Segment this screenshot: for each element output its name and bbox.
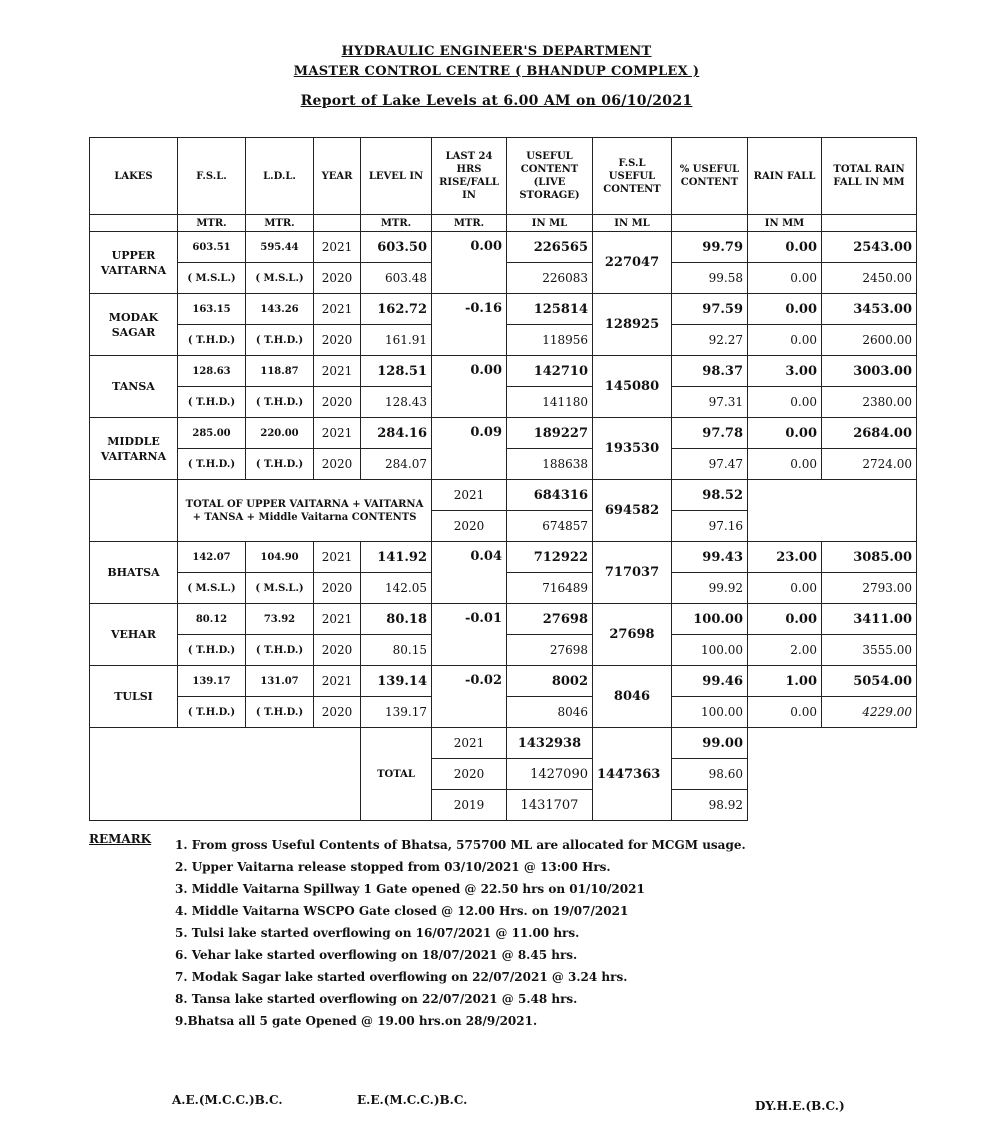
fsl-useful-content: 1447363: [593, 728, 672, 821]
fsl-useful-content: 27698: [593, 604, 672, 666]
year: 2020: [314, 635, 361, 666]
total-rain: 3411.00: [822, 604, 917, 635]
fsl-ref: ( T.H.D.): [178, 387, 246, 418]
total-rain-blank: [748, 728, 917, 821]
pct-useful: 98.92: [672, 790, 748, 821]
fsl-ref: ( T.H.D.): [178, 325, 246, 356]
pct-useful: 100.00: [672, 697, 748, 728]
unit-rain: IN MM: [748, 215, 822, 232]
useful-content: 188638: [507, 449, 593, 480]
year: 2021: [314, 666, 361, 697]
fsl-useful-content: 227047: [593, 232, 672, 294]
remark-item: 4. Middle Vaitarna WSCPO Gate closed @ 12.00 Hrs. on 19/07/2021: [175, 904, 629, 918]
fsl-value: 80.12: [178, 604, 246, 635]
pct-useful: 99.58: [672, 263, 748, 294]
rain-fall: 0.00: [748, 325, 822, 356]
rise-fall: -0.02: [432, 666, 507, 728]
level: 603.48: [361, 263, 432, 294]
total-rain: 3003.00: [822, 356, 917, 387]
fsl-ref: ( M.S.L.): [178, 573, 246, 604]
remark-item: 1. From gross Useful Contents of Bhatsa, 575700 ML are allocated for MCGM usage.: [175, 838, 746, 852]
fsl-useful-content: 8046: [593, 666, 672, 728]
total-blank: [90, 728, 361, 821]
col-fsl: F.S.L.: [178, 138, 246, 215]
lake-levels-table: [89, 137, 916, 821]
total-rain: 2793.00: [822, 573, 917, 604]
ldl-ref: ( M.S.L.): [246, 573, 314, 604]
col-total-rain: TOTAL RAIN FALL IN MM: [822, 138, 917, 215]
year: 2020: [314, 697, 361, 728]
rain-fall: 0.00: [748, 294, 822, 325]
rain-fall: 0.00: [748, 387, 822, 418]
unit-fsl: MTR.: [178, 215, 246, 232]
unit-fsl-useful: IN ML: [593, 215, 672, 232]
total-rain: 5054.00: [822, 666, 917, 697]
year: 2021: [314, 542, 361, 573]
remark-item: 7. Modak Sagar lake started overflowing on 22/07/2021 @ 3.24 hrs.: [175, 970, 628, 984]
level: 80.15: [361, 635, 432, 666]
useful-content: 8002: [507, 666, 593, 697]
level: 142.05: [361, 573, 432, 604]
rain-fall: 0.00: [748, 232, 822, 263]
unit-useful: IN ML: [507, 215, 593, 232]
year: 2020: [432, 511, 507, 542]
level: 128.51: [361, 356, 432, 387]
remark-item: 2. Upper Vaitarna release stopped from 03/10/2021 @ 13:00 Hrs.: [175, 860, 611, 874]
fsl-useful-content: 128925: [593, 294, 672, 356]
useful-content: 141180: [507, 387, 593, 418]
rise-fall: 0.09: [432, 418, 507, 480]
subtotal-blank: [90, 480, 178, 542]
ldl-ref: ( T.H.D.): [246, 325, 314, 356]
pct-useful: 99.79: [672, 232, 748, 263]
lake-name: MIDDLE VAITARNA: [90, 418, 178, 480]
year: 2019: [432, 790, 507, 821]
lake-name: TULSI: [90, 666, 178, 728]
lake-name: UPPER VAITARNA: [90, 232, 178, 294]
rain-fall: 0.00: [748, 263, 822, 294]
level: 141.92: [361, 542, 432, 573]
remark-item: 3. Middle Vaitarna Spillway 1 Gate opened @ 22.50 hrs on 01/10/2021: [175, 882, 645, 896]
rise-fall: -0.01: [432, 604, 507, 666]
year: 2021: [314, 294, 361, 325]
total-rain: 2600.00: [822, 325, 917, 356]
rain-fall: 0.00: [748, 449, 822, 480]
useful-content: 226565: [507, 232, 593, 263]
pct-useful: 99.46: [672, 666, 748, 697]
ldl-value: 118.87: [246, 356, 314, 387]
rain-fall: 0.00: [748, 418, 822, 449]
level: 284.07: [361, 449, 432, 480]
ldl-value: 73.92: [246, 604, 314, 635]
year: 2021: [314, 356, 361, 387]
pct-useful: 100.00: [672, 604, 748, 635]
rise-fall: 0.04: [432, 542, 507, 604]
col-ldl: L.D.L.: [246, 138, 314, 215]
col-rise: LAST 24 HRS RISE/FALL IN: [432, 138, 507, 215]
fsl-useful-content: 193530: [593, 418, 672, 480]
remarks-list: [175, 834, 746, 1032]
col-fsl-useful: F.S.L USEFUL CONTENT: [593, 138, 672, 215]
subtotal-rain-blank: [748, 480, 917, 542]
year: 2021: [314, 604, 361, 635]
department-title: HYDRAULIC ENGINEER'S DEPARTMENT: [341, 44, 652, 59]
rain-fall: 0.00: [748, 604, 822, 635]
fsl-value: 285.00: [178, 418, 246, 449]
col-year: YEAR: [314, 138, 361, 215]
rain-fall: 2.00: [748, 635, 822, 666]
rain-fall: 1.00: [748, 666, 822, 697]
pct-useful: 98.37: [672, 356, 748, 387]
col-level: LEVEL IN: [361, 138, 432, 215]
unit-ldl: MTR.: [246, 215, 314, 232]
fsl-value: 163.15: [178, 294, 246, 325]
rise-fall: -0.16: [432, 294, 507, 356]
fsl-useful-content: 717037: [593, 542, 672, 604]
pct-useful: 98.60: [672, 759, 748, 790]
ldl-ref: ( T.H.D.): [246, 635, 314, 666]
useful-content: 712922: [507, 542, 593, 573]
total-rain: 2450.00: [822, 263, 917, 294]
fsl-useful-content: 694582: [593, 480, 672, 542]
ldl-value: 595.44: [246, 232, 314, 263]
col-pct: % USEFUL CONTENT: [672, 138, 748, 215]
year: 2021: [432, 480, 507, 511]
fsl-ref: ( T.H.D.): [178, 635, 246, 666]
useful-content: 189227: [507, 418, 593, 449]
ldl-value: 143.26: [246, 294, 314, 325]
lake-row-2021: [90, 418, 917, 449]
lake-row-2021: [90, 666, 917, 697]
lake-name: TANSA: [90, 356, 178, 418]
ldl-ref: ( M.S.L.): [246, 263, 314, 294]
total-row-2021: [90, 728, 917, 759]
year: 2021: [314, 418, 361, 449]
lake-row-2021: [90, 232, 917, 263]
year: 2020: [432, 759, 507, 790]
total-rain: 2543.00: [822, 232, 917, 263]
pct-useful: 97.78: [672, 418, 748, 449]
useful-content: 142710: [507, 356, 593, 387]
pct-useful: 97.31: [672, 387, 748, 418]
level: 80.18: [361, 604, 432, 635]
fsl-value: 603.51: [178, 232, 246, 263]
pct-useful: 98.52: [672, 480, 748, 511]
ldl-value: 220.00: [246, 418, 314, 449]
rain-fall: 3.00: [748, 356, 822, 387]
year: 2020: [314, 325, 361, 356]
lake-row-2021: [90, 356, 917, 387]
rain-fall: 23.00: [748, 542, 822, 573]
useful-content: 27698: [507, 604, 593, 635]
ldl-ref: ( T.H.D.): [246, 697, 314, 728]
level: 128.43: [361, 387, 432, 418]
fsl-value: 128.63: [178, 356, 246, 387]
lake-name: VEHAR: [90, 604, 178, 666]
rain-fall: 0.00: [748, 573, 822, 604]
total-rain: 4229.00: [822, 697, 917, 728]
useful-content: 1427090: [507, 759, 593, 790]
col-lakes: LAKES: [90, 138, 178, 215]
pct-useful: 92.27: [672, 325, 748, 356]
total-rain: 2684.00: [822, 418, 917, 449]
ldl-value: 104.90: [246, 542, 314, 573]
rise-fall: 0.00: [432, 356, 507, 418]
useful-content: 125814: [507, 294, 593, 325]
level: 139.14: [361, 666, 432, 697]
ldl-ref: ( T.H.D.): [246, 387, 314, 418]
fsl-ref: ( T.H.D.): [178, 449, 246, 480]
rise-fall: 0.00: [432, 232, 507, 294]
year: 2020: [314, 573, 361, 604]
pct-useful: 99.92: [672, 573, 748, 604]
useful-content: 674857: [507, 511, 593, 542]
unit-total: [822, 215, 917, 232]
useful-content: 118956: [507, 325, 593, 356]
pct-useful: 97.59: [672, 294, 748, 325]
remark-label: REMARK: [89, 832, 152, 846]
useful-content: 1431707: [507, 790, 593, 821]
unit-year: [314, 215, 361, 232]
signature-dyhe: DY.H.E.(B.C.): [755, 1099, 845, 1113]
fsl-ref: ( M.S.L.): [178, 263, 246, 294]
ldl-value: 131.07: [246, 666, 314, 697]
unit-rise: MTR.: [432, 215, 507, 232]
centre-title: MASTER CONTROL CENTRE ( BHANDUP COMPLEX ): [293, 64, 700, 79]
year: 2021: [432, 728, 507, 759]
pct-useful: 97.47: [672, 449, 748, 480]
total-rain: 3453.00: [822, 294, 917, 325]
year: 2020: [314, 263, 361, 294]
lake-name: BHATSA: [90, 542, 178, 604]
pct-useful: 100.00: [672, 635, 748, 666]
subtotal-row-2021: [90, 480, 917, 511]
unit-pct: [672, 215, 748, 232]
level: 162.72: [361, 294, 432, 325]
remark-item: 9.Bhatsa all 5 gate Opened @ 19.00 hrs.on 28/9/2021.: [175, 1014, 538, 1028]
useful-content: 1432938: [507, 728, 593, 759]
useful-content: 716489: [507, 573, 593, 604]
useful-content: 8046: [507, 697, 593, 728]
signature-ae: A.E.(M.C.C.)B.C.: [172, 1093, 283, 1107]
signature-ee: E.E.(M.C.C.)B.C.: [357, 1093, 468, 1107]
unit-blank: [90, 215, 178, 232]
report-title: Report of Lake Levels at 6.00 AM on 06/10/2021: [300, 93, 693, 109]
fsl-ref: ( T.H.D.): [178, 697, 246, 728]
fsl-value: 142.07: [178, 542, 246, 573]
total-rain: 3555.00: [822, 635, 917, 666]
level: 284.16: [361, 418, 432, 449]
unit-level: MTR.: [361, 215, 432, 232]
col-rain: RAIN FALL: [748, 138, 822, 215]
lake-row-2021: [90, 604, 917, 635]
rain-fall: 0.00: [748, 697, 822, 728]
lake-name: MODAK SAGAR: [90, 294, 178, 356]
remark-item: 6. Vehar lake started overflowing on 18/07/2021 @ 8.45 hrs.: [175, 948, 578, 962]
total-rain: 2380.00: [822, 387, 917, 418]
useful-content: 226083: [507, 263, 593, 294]
col-useful: USEFUL CONTENT (LIVE STORAGE): [507, 138, 593, 215]
year: 2021: [314, 232, 361, 263]
fsl-useful-content: 145080: [593, 356, 672, 418]
level: 603.50: [361, 232, 432, 263]
remark-item: 8. Tansa lake started overflowing on 22/07/2021 @ 5.48 hrs.: [175, 992, 578, 1006]
pct-useful: 97.16: [672, 511, 748, 542]
total-rain: 2724.00: [822, 449, 917, 480]
level: 161.91: [361, 325, 432, 356]
ldl-ref: ( T.H.D.): [246, 449, 314, 480]
level: 139.17: [361, 697, 432, 728]
fsl-value: 139.17: [178, 666, 246, 697]
remark-item: 5. Tulsi lake started overflowing on 16/07/2021 @ 11.00 hrs.: [175, 926, 580, 940]
total-rain: 3085.00: [822, 542, 917, 573]
year: 2020: [314, 387, 361, 418]
total-label: TOTAL: [361, 728, 432, 821]
subtotal-label: TOTAL OF UPPER VAITARNA + VAITARNA + TANSA + Middle Vaitarna CONTENTS: [178, 480, 432, 542]
year: 2020: [314, 449, 361, 480]
lake-row-2021: [90, 542, 917, 573]
lake-row-2021: [90, 294, 917, 325]
useful-content: 684316: [507, 480, 593, 511]
useful-content: 27698: [507, 635, 593, 666]
pct-useful: 99.43: [672, 542, 748, 573]
pct-useful: 99.00: [672, 728, 748, 759]
